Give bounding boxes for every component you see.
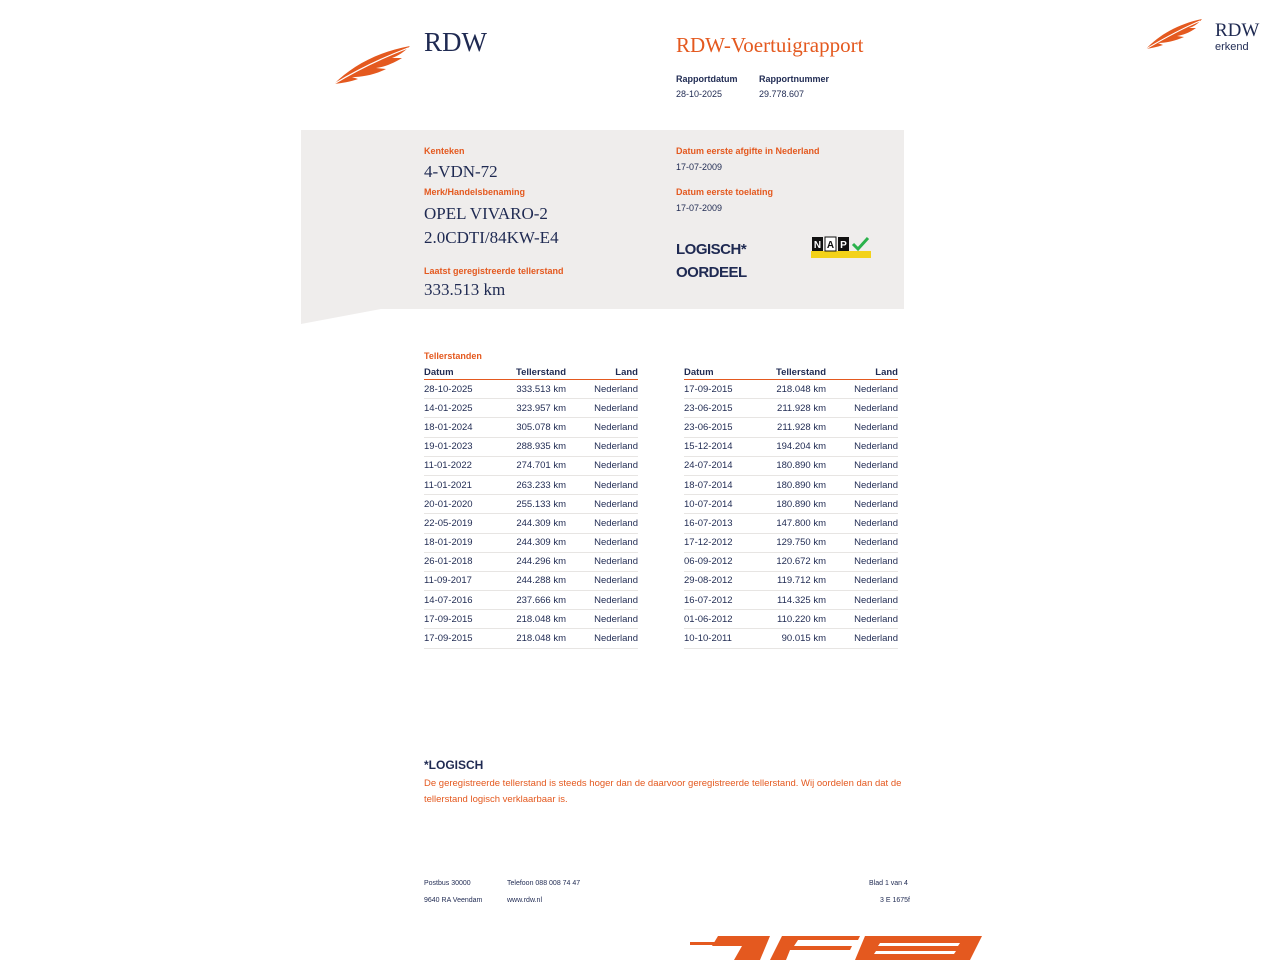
make-value-line2: 2.0CDTI/84KW-E4 — [424, 228, 559, 247]
reading-value: 119.712 km — [764, 571, 826, 590]
reading-value: 263.233 km — [504, 475, 566, 494]
reading-country: Nederland — [826, 456, 898, 475]
footnote-text: De geregistreerde tellerstand is steeds hoger dan de daarvoor geregistreerde tellerstand. Wij oordelen dan dat de tellerstand logisch verklaarbaar is. — [424, 778, 902, 805]
report-title: RDW-Voertuigrapport — [676, 33, 864, 57]
first-nl-value: 17-07-2009 — [676, 162, 723, 172]
svg-text:N: N — [813, 240, 822, 251]
reading-value: 129.750 km — [764, 533, 826, 552]
reading-date: 16-07-2013 — [684, 514, 764, 533]
verdict-line1: LOGISCH* — [676, 241, 747, 258]
reading-value: 237.666 km — [504, 591, 566, 610]
reading-date: 11-09-2017 — [424, 571, 504, 590]
footer-postbus: Postbus 30000 — [424, 880, 471, 887]
table-row — [424, 456, 638, 475]
reading-value: 211.928 km — [764, 399, 826, 418]
reading-date: 22-05-2019 — [424, 514, 504, 533]
table-row — [424, 437, 638, 456]
reading-country: Nederland — [566, 399, 638, 418]
reading-country: Nederland — [566, 591, 638, 610]
reading-value: 180.890 km — [764, 495, 826, 514]
col-header-reading: Tellerstand — [504, 366, 566, 380]
table-row — [684, 514, 898, 533]
reading-date: 24-07-2014 — [684, 456, 764, 475]
reading-country: Nederland — [826, 495, 898, 514]
reading-date: 10-10-2011 — [684, 629, 764, 648]
reading-date: 18-01-2024 — [424, 418, 504, 437]
footnote-title: *LOGISCH — [424, 758, 484, 772]
make-label: Merk/Handelsbenaming — [424, 187, 526, 197]
reading-date: 28-10-2025 — [424, 380, 504, 399]
reading-date: 01-06-2012 — [684, 610, 764, 629]
table-row — [424, 475, 638, 494]
table-row — [684, 399, 898, 418]
reading-value: 120.672 km — [764, 552, 826, 571]
reading-date: 17-12-2012 — [684, 533, 764, 552]
col-header-reading: Tellerstand — [764, 366, 826, 380]
table-row — [684, 552, 898, 571]
reading-date: 10-07-2014 — [684, 495, 764, 514]
svg-text:A: A — [826, 240, 835, 251]
first-adm-label: Datum eerste toelating — [676, 187, 774, 197]
table-row — [684, 571, 898, 590]
reading-date: 23-06-2015 — [684, 418, 764, 437]
table-row — [684, 610, 898, 629]
rdw-erkend-logo-icon — [1144, 18, 1204, 50]
table-row — [424, 380, 638, 399]
table-row — [424, 591, 638, 610]
reading-country: Nederland — [826, 610, 898, 629]
card-notch — [301, 309, 381, 324]
reading-country: Nederland — [826, 399, 898, 418]
col-header-date: Datum — [684, 366, 764, 380]
reading-date: 14-01-2025 — [424, 399, 504, 418]
reading-value: 180.890 km — [764, 456, 826, 475]
reading-date: 20-01-2020 — [424, 495, 504, 514]
reading-value: 274.701 km — [504, 456, 566, 475]
table-row — [684, 629, 898, 648]
report-number: 29.778.607 — [759, 89, 805, 99]
plate-value: 4-VDN-72 — [424, 162, 498, 181]
reading-value: 244.309 km — [504, 533, 566, 552]
table-row — [684, 418, 898, 437]
report-date: 28-10-2025 — [676, 89, 723, 99]
reading-country: Nederland — [566, 437, 638, 456]
nap-check-badge-icon — [811, 236, 871, 258]
reading-value: 211.928 km — [764, 418, 826, 437]
footer-page: Blad 1 van 4 — [869, 880, 908, 887]
reading-value: 218.048 km — [764, 380, 826, 399]
reading-date: 06-09-2012 — [684, 552, 764, 571]
reading-value: 255.133 km — [504, 495, 566, 514]
verdict-line2: OORDEEL — [676, 264, 747, 281]
reading-value: 218.048 km — [504, 610, 566, 629]
table-row — [684, 437, 898, 456]
footer-address: 9640 RA Veendam — [424, 897, 483, 904]
reading-value: 333.513 km — [504, 380, 566, 399]
table-row — [424, 514, 638, 533]
reading-date: 11-01-2021 — [424, 475, 504, 494]
table-row — [684, 456, 898, 475]
reading-date: 14-07-2016 — [424, 591, 504, 610]
reading-date: 16-07-2012 — [684, 591, 764, 610]
reading-country: Nederland — [566, 571, 638, 590]
reading-value: 288.935 km — [504, 437, 566, 456]
col-header-country: Land — [826, 366, 898, 380]
reading-country: Nederland — [826, 629, 898, 648]
table-row — [424, 629, 638, 648]
reading-value: 323.957 km — [504, 399, 566, 418]
reading-country: Nederland — [566, 610, 638, 629]
first-nl-label: Datum eerste afgifte in Nederland — [676, 146, 820, 156]
reading-value: 194.204 km — [764, 437, 826, 456]
table-row — [424, 552, 638, 571]
reading-value: 90.015 km — [764, 629, 826, 648]
footer-code: 3 E 1675f — [880, 897, 910, 904]
table-row — [424, 495, 638, 514]
reading-country: Nederland — [566, 552, 638, 571]
reading-value: 147.800 km — [764, 514, 826, 533]
table-row — [684, 475, 898, 494]
table-row — [684, 533, 898, 552]
table-row — [424, 610, 638, 629]
col-header-country: Land — [566, 366, 638, 380]
reading-country: Nederland — [566, 514, 638, 533]
reading-date: 29-08-2012 — [684, 571, 764, 590]
reading-country: Nederland — [826, 418, 898, 437]
reading-value: 218.048 km — [504, 629, 566, 648]
brand-name: RDW — [424, 27, 487, 57]
reading-date: 19-01-2023 — [424, 437, 504, 456]
reading-date: 17-09-2015 — [424, 610, 504, 629]
reading-date: 17-09-2015 — [424, 629, 504, 648]
reading-country: Nederland — [566, 475, 638, 494]
rdw-feather-logo-icon — [332, 44, 412, 86]
badge-name: RDW — [1215, 20, 1260, 41]
reading-country: Nederland — [826, 437, 898, 456]
reading-country: Nederland — [566, 533, 638, 552]
reading-date: 15-12-2014 — [684, 437, 764, 456]
reading-country: Nederland — [826, 591, 898, 610]
report-number-label: Rapportnummer — [759, 74, 830, 84]
table-row — [424, 418, 638, 437]
footer-phone: Telefoon 088 008 74 47 — [507, 880, 581, 887]
col-header-date: Datum — [424, 366, 504, 380]
reading-country: Nederland — [826, 514, 898, 533]
footer-web-link[interactable]: www.rdw.nl — [507, 897, 543, 904]
reading-country: Nederland — [826, 552, 898, 571]
reading-country: Nederland — [566, 495, 638, 514]
vehicle-card — [301, 130, 904, 309]
reading-value: 244.309 km — [504, 514, 566, 533]
readings-table-left — [424, 366, 638, 649]
reading-value: 244.296 km — [504, 552, 566, 571]
reading-country: Nederland — [566, 456, 638, 475]
reading-country: Nederland — [826, 571, 898, 590]
table-row — [424, 399, 638, 418]
table-row — [684, 380, 898, 399]
readings-title: Tellerstanden — [424, 351, 482, 361]
table-row — [424, 571, 638, 590]
reading-country: Nederland — [826, 475, 898, 494]
reading-value: 244.288 km — [504, 571, 566, 590]
decorative-stripes-icon — [690, 934, 982, 960]
reading-date: 26-01-2018 — [424, 552, 504, 571]
reading-date: 23-06-2015 — [684, 399, 764, 418]
make-value-line1: OPEL VIVARO-2 — [424, 204, 548, 223]
reading-value: 180.890 km — [764, 475, 826, 494]
report-date-label: Rapportdatum — [676, 74, 738, 84]
reading-date: 18-07-2014 — [684, 475, 764, 494]
reading-value: 305.078 km — [504, 418, 566, 437]
reading-country: Nederland — [566, 380, 638, 399]
reading-country: Nederland — [566, 629, 638, 648]
reading-date: 17-09-2015 — [684, 380, 764, 399]
reading-date: 11-01-2022 — [424, 456, 504, 475]
reading-country: Nederland — [826, 533, 898, 552]
reading-country: Nederland — [566, 418, 638, 437]
reading-date: 18-01-2019 — [424, 533, 504, 552]
table-row — [684, 591, 898, 610]
odometer-label: Laatst geregistreerde tellerstand — [424, 266, 564, 276]
readings-table-right — [684, 366, 898, 649]
table-row — [424, 533, 638, 552]
reading-value: 110.220 km — [764, 610, 826, 629]
plate-label: Kenteken — [424, 146, 465, 156]
odometer-value: 333.513 km — [424, 280, 506, 299]
table-row — [684, 495, 898, 514]
first-adm-value: 17-07-2009 — [676, 203, 723, 213]
reading-value: 114.325 km — [764, 591, 826, 610]
svg-text:P: P — [840, 240, 847, 251]
badge-sub: erkend — [1215, 41, 1249, 53]
reading-country: Nederland — [826, 380, 898, 399]
